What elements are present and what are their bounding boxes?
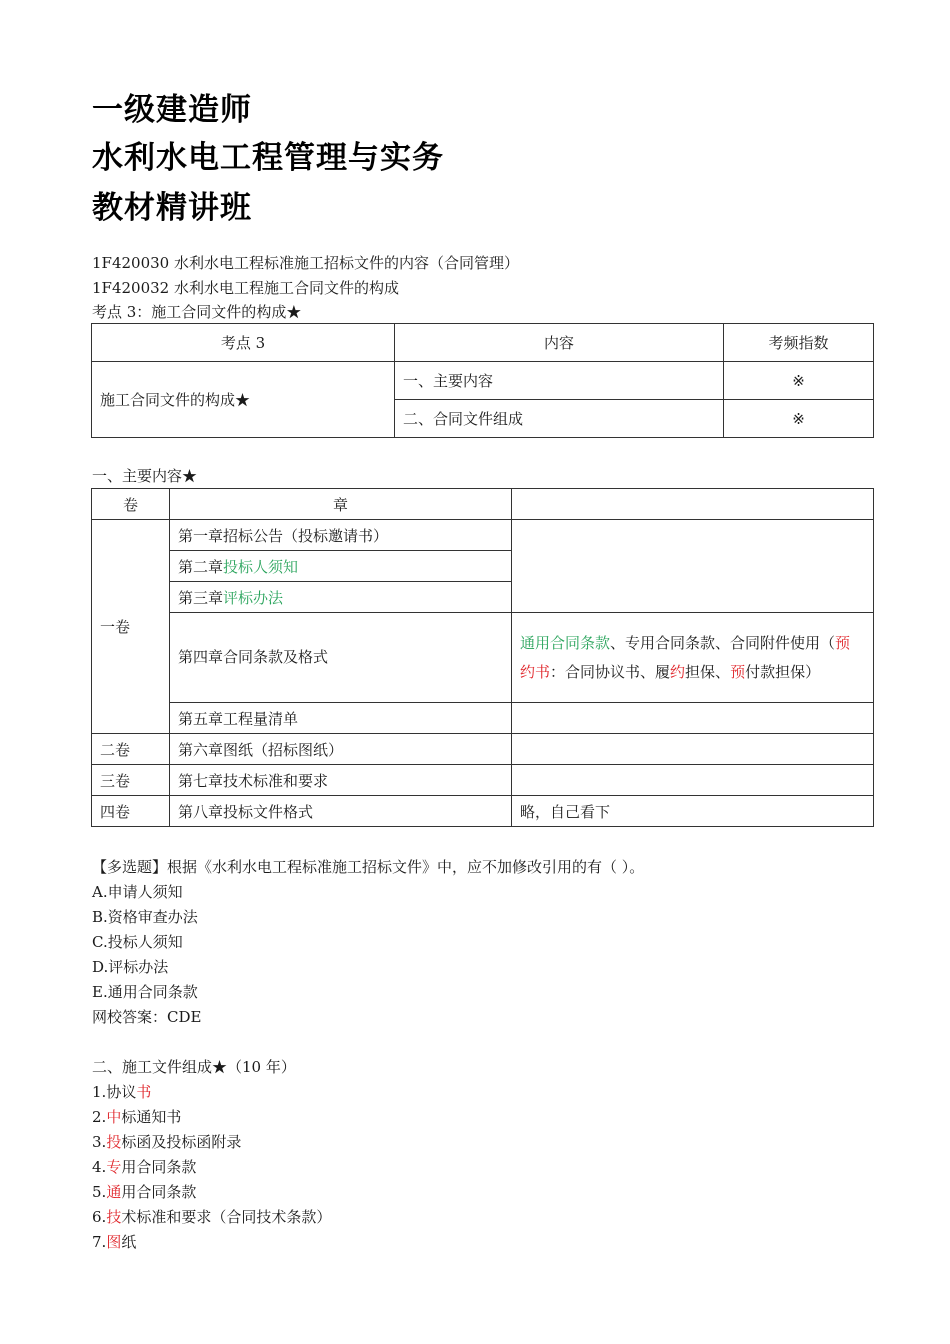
header-cell — [512, 489, 874, 520]
volume-cell: 二卷 — [92, 734, 170, 765]
highlight-text: 通 — [106, 1183, 122, 1201]
table-row — [92, 765, 874, 796]
highlight-text: 预 — [730, 662, 746, 681]
header-cell: 考点 3 — [92, 324, 395, 362]
content-cell: 一、主要内容 — [395, 362, 724, 400]
bidding-document-table — [91, 488, 874, 827]
note-cell — [512, 703, 874, 734]
list-number: 4. — [92, 1158, 107, 1176]
table-header-row — [92, 324, 874, 362]
highlight-text: 约 — [670, 662, 686, 681]
note-cell — [512, 765, 874, 796]
volume-cell: 四卷 — [92, 796, 170, 827]
list-item — [92, 1082, 151, 1102]
table-header-row — [92, 489, 874, 520]
list-number: 7. — [92, 1233, 107, 1251]
chapter-cell: 第六章图纸（招标图纸） — [170, 734, 512, 765]
list-number: 2. — [92, 1108, 107, 1126]
chapter-cell: 第八章投标文件格式 — [170, 796, 512, 827]
highlight-text: 专 — [106, 1158, 122, 1176]
table-row — [92, 703, 874, 734]
volume-cell: 三卷 — [92, 765, 170, 796]
table-row — [92, 362, 874, 400]
list-item — [92, 1207, 331, 1227]
note-text: 、专用合同条款、合同附件使用（ — [610, 633, 836, 652]
highlight-text: 预约书 — [520, 633, 851, 681]
list-text: 用合同条款 — [121, 1183, 197, 1201]
list-text: 用合同条款 — [121, 1158, 197, 1176]
list-text: 标函及投标函附录 — [121, 1133, 242, 1151]
question-option: C.投标人须知 — [92, 933, 183, 951]
list-text: 纸 — [121, 1233, 137, 1251]
list-item — [92, 1132, 241, 1152]
highlight-text: 技 — [106, 1208, 122, 1226]
note-cell — [512, 613, 874, 703]
note-text: 付款担保） — [745, 662, 821, 681]
highlight-text: 书 — [136, 1083, 152, 1101]
title-line-2: 水利水电工程管理与实务 — [92, 140, 444, 176]
list-number: 6. — [92, 1208, 107, 1226]
section-2-heading: 二、施工文件组成★（10 年） — [92, 1058, 296, 1076]
title-line-1: 一级建造师 — [92, 92, 252, 128]
chapter-cell: 第五章工程量清单 — [170, 703, 512, 734]
subsection-code-heading: 1F420032 水利水电工程施工合同文件的构成 — [92, 279, 399, 297]
chapter-cell — [170, 582, 512, 613]
highlight-text: 评标办法 — [223, 588, 284, 607]
content-cell: 二、合同文件组成 — [395, 400, 724, 438]
section-1-heading: 一、主要内容★ — [92, 467, 198, 485]
note-text: ：合同协议书、履 — [550, 662, 671, 681]
chapter-cell — [170, 551, 512, 582]
volume-cell: 一卷 — [92, 520, 170, 734]
note-cell — [512, 520, 874, 613]
chapter-prefix: 第二章 — [178, 557, 224, 576]
note-cell — [512, 734, 874, 765]
question-option: E.通用合同条款 — [92, 983, 198, 1001]
question-option: B.资格审查办法 — [92, 908, 198, 926]
list-number: 3. — [92, 1133, 107, 1151]
list-item — [92, 1107, 181, 1127]
highlight-text: 投 — [106, 1133, 122, 1151]
section-code-heading: 1F420030 水利水电工程标准施工招标文件的内容（合同管理） — [92, 254, 519, 272]
frequency-cell: ※ — [724, 400, 874, 438]
list-item — [92, 1157, 196, 1177]
header-cell: 考频指数 — [724, 324, 874, 362]
list-text: 协议 — [106, 1083, 137, 1101]
question-option: A.申请人须知 — [92, 883, 183, 901]
table-row — [92, 734, 874, 765]
note-text: 担保、 — [685, 662, 731, 681]
header-cell: 章 — [170, 489, 512, 520]
list-text: 术标准和要求（合同技术条款） — [121, 1208, 332, 1226]
exam-point-table — [91, 323, 874, 438]
highlight-text: 图 — [106, 1233, 122, 1251]
question-option: D.评标办法 — [92, 958, 169, 976]
list-number: 1. — [92, 1083, 107, 1101]
list-number: 5. — [92, 1183, 107, 1201]
title-line-3: 教材精讲班 — [92, 190, 252, 226]
table-row — [92, 796, 874, 827]
highlight-text: 通用合同条款 — [520, 633, 611, 652]
chapter-cell: 第四章合同条款及格式 — [170, 613, 512, 703]
chapter-cell: 第七章技术标准和要求 — [170, 765, 512, 796]
list-item — [92, 1232, 136, 1252]
chapter-prefix: 第三章 — [178, 588, 224, 607]
question-stem: 【多选题】根据《水利水电工程标准施工招标文件》中，应不加修改引用的有（ ）。 — [92, 858, 645, 876]
frequency-cell: ※ — [724, 362, 874, 400]
exam-point-heading: 考点 3：施工合同文件的构成★ — [92, 303, 302, 321]
highlight-text: 投标人须知 — [223, 557, 299, 576]
header-cell: 内容 — [395, 324, 724, 362]
list-item — [92, 1182, 196, 1202]
table-row — [92, 613, 874, 703]
table-row — [92, 520, 874, 551]
chapter-cell: 第一章招标公告（投标邀请书） — [170, 520, 512, 551]
header-cell: 卷 — [92, 489, 170, 520]
topic-cell: 施工合同文件的构成★ — [92, 362, 395, 438]
question-answer: 网校答案：CDE — [92, 1008, 202, 1026]
list-text: 标通知书 — [121, 1108, 182, 1126]
highlight-text: 中 — [106, 1108, 122, 1126]
note-cell: 略，自己看下 — [512, 796, 874, 827]
